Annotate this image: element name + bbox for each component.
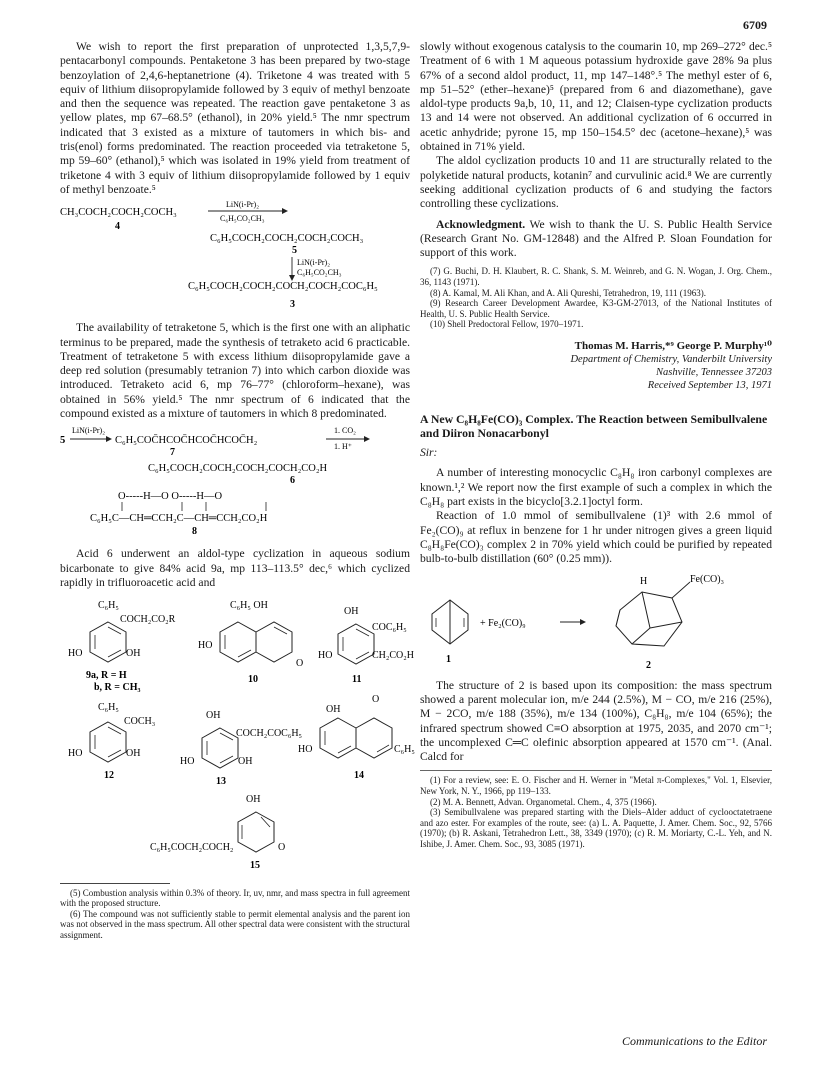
compound-number: 8 <box>192 526 197 538</box>
substituent-label: OH <box>344 606 359 618</box>
substituent-label: OH <box>126 648 141 660</box>
footnote: (2) M. A. Bennett, Advan. Organometal. Chem., 4, 375 (1966). <box>430 796 657 807</box>
substituent-label: OH <box>206 710 221 722</box>
scheme-carboxylation-diagram <box>60 425 410 537</box>
reagent-label: C₆H₅CO₂CH₃ <box>220 214 265 224</box>
acknowledgment-text: We wish to thank the U. S. Public Health Service (Research Grant No. GM-12848) and the Alfred P. Sloan Foundation for support of this work. <box>420 217 772 260</box>
structure-12 <box>68 702 155 781</box>
arrow-head-icon <box>282 208 288 214</box>
hydrogen-label: H <box>640 576 648 588</box>
structure-9 <box>68 600 176 693</box>
structure-10 <box>198 600 303 685</box>
reagent-label: 1. H⁺ <box>334 442 352 452</box>
affiliation: Department of Chemistry, Vanderbilt University <box>570 354 772 366</box>
compound-number: 15 <box>250 860 260 872</box>
compound-number: 1 <box>446 654 451 666</box>
compound-number: 3 <box>290 299 295 311</box>
substituent-label: COCH₃ <box>124 716 156 728</box>
scheme-carboxylation <box>60 425 410 541</box>
footnote: (8) A. Kamal, M. Ali Khan, and A. Ali Qureshi, Tetrahedron, 19, 111 (1963). <box>430 287 706 298</box>
compound-number: 12 <box>104 770 114 782</box>
substituent-label: OH <box>246 794 261 806</box>
page-number: 6709 <box>743 18 767 32</box>
right-footnotes-semibullvalene <box>420 775 772 849</box>
reagent-label: LiN(i-Pr)₂ <box>72 426 106 436</box>
structure-13 <box>180 710 302 787</box>
substituent-label: HO <box>198 640 213 652</box>
semibullvalene-reaction-scheme <box>420 570 772 674</box>
scheme-benzoylation <box>60 201 410 315</box>
arrow-head-icon <box>364 436 370 442</box>
compound-number: b, R = CH₃ <box>94 682 141 694</box>
substituent-label: O <box>296 658 304 670</box>
pentaketone-formula: C₆H₅COCH₂COCH₂COCH₂COCH₂COC₆H₅ <box>188 281 378 293</box>
substituent-label: C₆H₅COCH₂COCH₂ <box>150 842 234 854</box>
substituent-label: HO <box>318 650 333 662</box>
footnote: (7) G. Buchi, D. H. Klaubert, R. C. Shank, S. M. Weinreb, and G. N. Wogan, J. Org. Chem., 36, 1143 (1971). <box>420 266 772 288</box>
footnote: (1) For a review, see: E. O. Fischer and H. Werner in "Metal π-Complexes," Vol. 1, Elsevier, New York, N. Y., 1966, pp 119–133. <box>420 775 772 797</box>
reagent-label: LiN(i-Pr)₂ <box>297 258 331 268</box>
substituent-label: C₆H₅ OH <box>230 600 268 612</box>
footnote: (6) The compound was not sufficiently stable to permit elemental analysis and the parent ion was not observed in the mass spectrum. All other spectral data were consistent with the structural assignment. <box>60 908 410 940</box>
structure-11 <box>318 606 414 685</box>
communication-title: A New C₈H₈Fe(CO)₃ Complex. The Reaction between Semibullvalene and Diiron Nonacarbonyl <box>420 412 768 441</box>
arrow-head-icon <box>106 436 112 442</box>
reagent-label: LiN(i-Pr)₂ <box>226 200 260 210</box>
substituent-label: OH <box>126 748 141 760</box>
tetraketone-formula: C₆H₅COCH₂COCH₂COCH₂COCH₃ <box>210 233 364 245</box>
compound-number: 7 <box>170 447 175 459</box>
right-paragraph-1: slowly without exogenous catalysis to the coumarin 10, mp 269–272° dec.⁵ Treatment of 6 with 1 M aqueous potassium hydroxide gave 28% 9a plus 67% of a second aldol product, 11, mp 147–148°.⁵ The methyl ester of 6, mp 51–52° (ether–hexane)⁵ (prepared from 6 and diazomethane), gave aldol-type products 9a,b, 10, 11, and 12; Claisen-type cyclization products 13 and 14 were not observed. An additional cyclization of 6 occurred in acetic anhydride; pyrone 15, mp 150–154.5° dec (acetone–hexane),⁵ was obtained in 71% yield. <box>420 40 772 154</box>
footnote: (10) Shell Predoctoral Fellow, 1970–1971. <box>430 319 584 330</box>
substituent-label: HO <box>180 756 195 768</box>
compound-number: 4 <box>115 221 120 233</box>
scheme-benzoylation-diagram <box>60 201 410 293</box>
substituent-label: HO <box>68 648 83 660</box>
right-column <box>420 40 772 850</box>
left-footnotes <box>60 888 410 941</box>
scheme-benzoylation-label <box>60 297 410 311</box>
footnote: (5) Combustion analysis within 0.3% of theory. Ir, uv, nmr, and mass spectra in full agreement with the proposed structure. <box>60 887 410 909</box>
author-names: Thomas M. Harris,*⁹ George P. Murphy¹⁰ <box>574 340 772 353</box>
right-footnotes-refs <box>420 266 772 330</box>
right-paragraph-2: The aldol cyclization products 10 and 11 are structurally related to the polyketide natural products, kotanin⁷ and curvulinic acid.⁸ We are currently seeking additional cyclization products of 6 and studying the factors controlling these cyclizations. <box>420 154 772 211</box>
compound-number: 5 <box>60 435 66 447</box>
footnote-divider <box>420 770 772 771</box>
left-paragraph-3: Acid 6 underwent an aldol-type cyclization in aqueous sodium bicarbonate to give 84% acid 9a, mp 113–113.5° dec,⁶ which cyclized rapidly in trifluoroacetic acid and <box>60 547 410 589</box>
compound-number: 11 <box>352 674 362 686</box>
left-column <box>60 40 415 941</box>
substituent-label: C₆H₅ <box>98 600 119 612</box>
hydrogen-bond-line: O-----H—O O-----H—O <box>118 491 223 503</box>
semibullvalene-structure <box>432 600 468 644</box>
substituent-label: HO <box>68 748 83 760</box>
structure-14 <box>298 694 415 781</box>
compound-number: 2 <box>646 660 651 672</box>
substituent-label: O <box>372 694 380 706</box>
compound-number: 14 <box>354 770 364 782</box>
reagent-label: + Fe₂(CO)₉ <box>480 618 526 630</box>
substituent-label: OH <box>326 704 341 716</box>
arrow-head-icon <box>580 619 586 625</box>
author-block <box>420 340 772 392</box>
triketone-formula: CH₃COCH₂COCH₂COCH₃ <box>60 207 177 219</box>
compound-number: 9a, R = H <box>86 670 127 682</box>
tetranion-formula: C₆H₅COC̄HCOC̄HCOC̄HCOC̄H₂ <box>115 435 258 447</box>
iron-complex-structure <box>616 582 690 646</box>
substituent-label: CH₂CO₂H <box>372 650 414 662</box>
reagent-label: 1. CO₂ <box>334 426 356 436</box>
left-paragraph-1: We wish to report the first preparation of unprotected 1,3,5,7,9-pentacarbonyl compounds. Pentaketone 3 has been prepared by two-stage benzoylation of 2,4,6-heptanetrione (4). Triketone 4 was treated with 5 equiv of lithium diisopropylamide followed by 3 equiv of methyl benzoate and then the sequence was repeated. The reaction gave pentaketone 3 as yellow plates, mp 67–68.5° (ethanol), in 20% yield.⁵ The nmr spectrum indicated that 3 existed as a mixture of tautomers in which bis- and tris(enol) forms predominated. The reaction proceeded via tetraketone 5, mp 59–60° (ethanol),⁵ which was isolated in 19% yield from treatment of triketone 4 with 3 equiv of lithium diisopropylamide followed by 1 equiv of methyl benzoate.⁵ <box>60 40 410 196</box>
left-paragraph-2: The availability of tetraketone 5, which is the first one with an aliphatic terminus to be prepared, made the synthesis of tetraketo acid 6 practicable. Treatment of tetraketone 5 with excess lithium diisopropylamide gave a deep red solution (presumably tetranion 7) into which carbon dioxide was introduced. Tetraketo acid 6, mp 76–77° (chloroform–hexane), was obtained in 56% yield.⁵ The nmr spectrum of 6 indicated that the compound existed as a mixture of tautomers in which 8 predominated. <box>60 321 410 421</box>
footnote: (9) Research Career Development Awardee, K3-GM-27013, of the National Institutes of Health, U. S. Public Health Service. <box>420 298 772 319</box>
footnote: (3) Semibullvalene was prepared starting with the Diels–Alder adduct of cyclooctatetraene and azo ester. For examples of the route, see: (a) L. A. Paquette, J. Amer. Chem. Soc., 92, 5766 (1970); (b) R. Askani, Tetrahedron Lett., 38, 3349 (1970); (c) R. M. Moriarty, C.-L. Yeh, and N. Ishibe, J. Amer. Chem. Soc., 93, 3085 (1971). <box>420 807 772 850</box>
substituent-label: COCH₂CO₂R <box>120 614 176 626</box>
substituent-label: HO <box>298 744 313 756</box>
acknowledgment-label: Acknowledgment. <box>436 217 526 231</box>
footnote-divider <box>60 883 170 884</box>
enol-tautomer-formula: C₆H₅C—CH═CCH₂C—CH═CCH₂CO₂H <box>90 513 268 525</box>
reagent-label: C₆H₅CO₂CH₃ <box>297 268 342 278</box>
right-paragraph-3: A number of interesting monocyclic C₈H₈ iron carbonyl complexes are known.¹,² We report now the first example of such a complex in which the C₈H₈ part exists in the bicyclo[3.2.1]octyl form. <box>420 466 772 508</box>
right-paragraph-5: The structure of 2 is based upon its composition: the mass spectrum showed a parent molecular ion, m/e 244 (2.5%), M − CO, m/e 216 (25%), M − 2CO, m/e 188 (35%), m/e 134 (100%), C₈H₈, m/e 104 (65%); the infrared spectrum showed C≡O absorption at 1975, 2035, and 2070 cm⁻¹; the uncomplexed C═C olefinic absorption appeared at 1570 cm⁻¹. (Anal. Calcd for <box>420 678 772 764</box>
substituent-label: COCH₂COC₆H₅ <box>236 728 303 740</box>
iron-carbonyl-label: Fe(CO)₃ <box>690 574 725 586</box>
cyclization-products-structures <box>60 594 415 872</box>
salutation: Sir: <box>420 446 438 460</box>
substituent-label: COC₆H₅ <box>372 622 407 634</box>
substituent-label: O <box>278 842 286 854</box>
compound-number: 10 <box>248 674 258 686</box>
affiliation-city: Nashville, Tennessee 37203 <box>656 367 772 379</box>
tetraketo-acid-formula: C₆H₅COCH₂COCH₂COCH₂COCH₂CO₂H <box>148 463 328 475</box>
right-paragraph-4: Reaction of 1.0 mmol of semibullvalene (1)³ with 2.6 mmol of Fe₂(CO)₉ at reflux in benzene for 1 hr under nitrogen gives a green liquid C₈H₈Fe(CO)₃ complex 2 in 70% yield which could be purified by repeated bulb-to-bulb distillation (60° (0.25 mm)). <box>420 509 772 566</box>
journal-section-footer: Communications to the Editor <box>622 1034 767 1048</box>
compound-number: 5 <box>292 245 297 257</box>
compound-number: 6 <box>290 475 295 487</box>
substituent-label: C₆H₅ <box>98 702 119 714</box>
acknowledgment <box>420 218 772 261</box>
structure-15 <box>150 794 285 871</box>
substituent-label: C₆H₅ <box>394 744 415 756</box>
received-date: Received September 13, 1971 <box>647 380 772 392</box>
substituent-label: OH <box>238 756 253 768</box>
compound-number: 13 <box>216 776 226 788</box>
